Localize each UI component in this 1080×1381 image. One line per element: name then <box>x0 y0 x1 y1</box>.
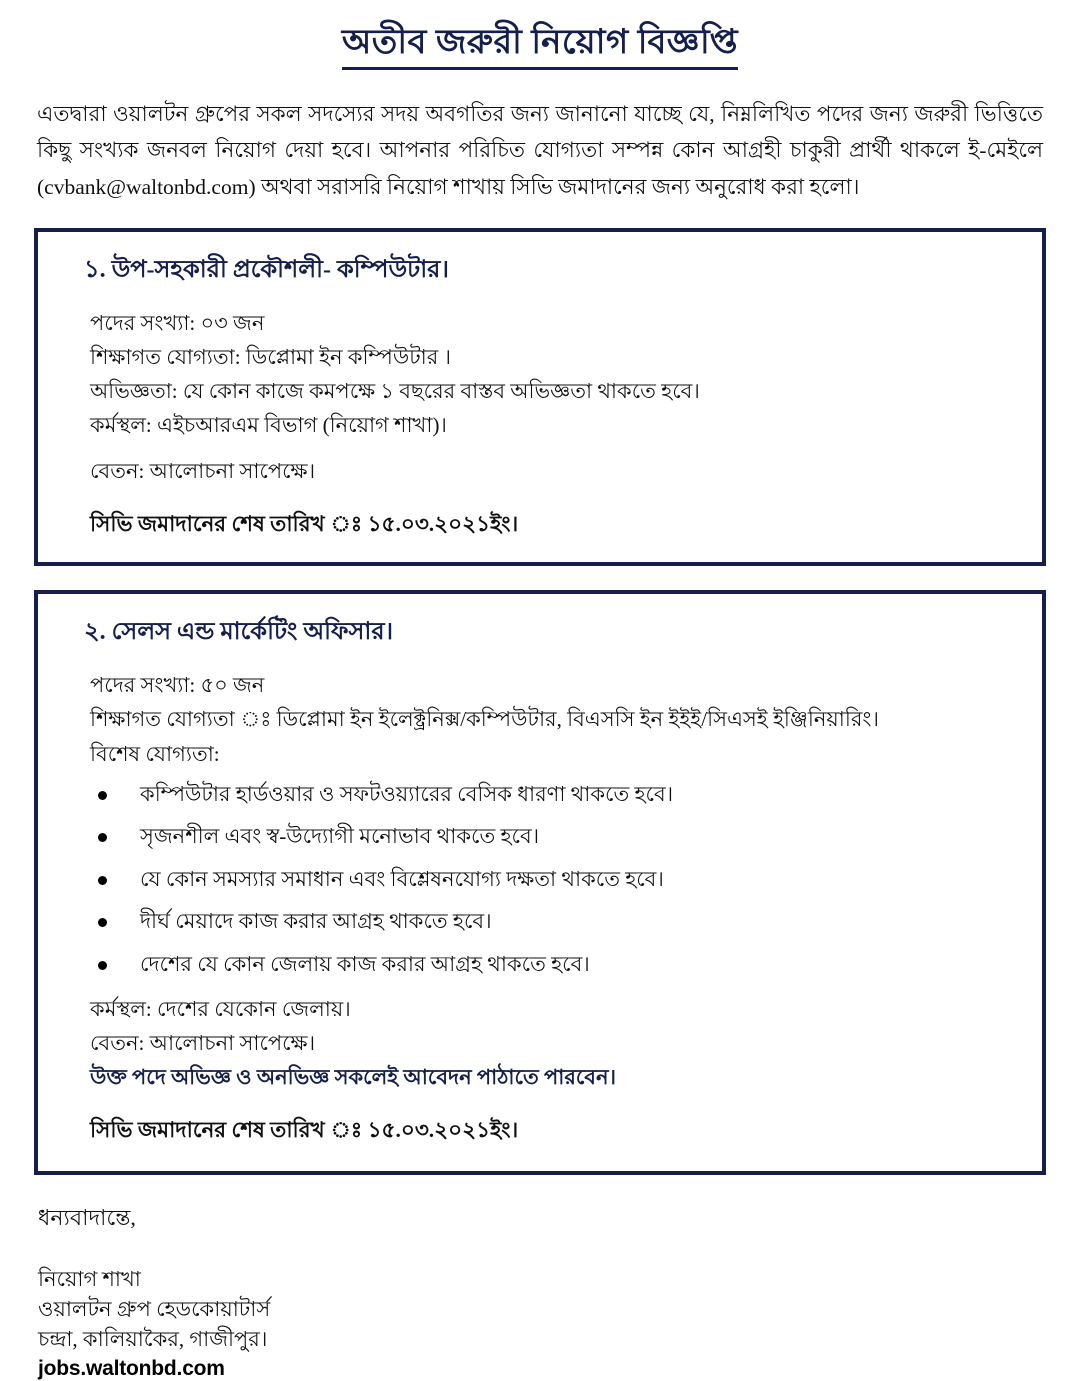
job-2-special-list <box>90 779 1020 981</box>
list-item-text: কম্পিউটার হার্ডওয়ার ও সফটওয়্যারের বেসিক ধারণা থাকতে হবে। <box>140 782 673 806</box>
footer-website[interactable]: jobs.waltonbd.com <box>38 1357 1046 1381</box>
job-2-details <box>90 670 1020 1147</box>
bullet-icon <box>98 791 107 800</box>
job-1-heading: ১. উপ-সহকারী প্রকৌশলী- কম্পিউটার। <box>84 254 1020 288</box>
job-2-special-label: বিশেষ যোগ্যতা: <box>90 738 1020 773</box>
job-2-deadline: সিভি জমাদানের শেষ তারিখ ঃ ১৫.০৩.২০২১ইং। <box>90 1114 1020 1147</box>
job-2-heading: ২. সেলস এন্ড মার্কেটিং অফিসার। <box>84 616 1020 650</box>
list-item <box>90 906 1020 938</box>
list-item-text: দেশের যে কোন জেলায় কাজ করার আগ্রহ থাকতে হবে। <box>140 952 590 976</box>
job-1-details <box>90 308 1020 540</box>
list-item <box>90 949 1020 981</box>
job-2-education: শিক্ষাগত যোগ্যতা ঃ ডিপ্লোমা ইন ইলেক্ট্রনিক্স/কম্পিউটার, বিএসসি ইন ইইই/সিএসই ইঞ্জিনিয়ারিং। <box>90 704 1020 736</box>
list-item-text: যে কোন সমস্যার সমাধান এবং বিশ্লেষনযোগ্য দক্ষতা থাকতে হবে। <box>140 867 664 891</box>
job-1-education: শিক্ষাগত যোগ্যতা: ডিপ্লোমা ইন কম্পিউটার । <box>90 342 1020 374</box>
job-2-salary: বেতন: আলোচনা সাপেক্ষে। <box>90 1028 1020 1060</box>
bullet-icon <box>98 876 107 885</box>
list-item <box>90 779 1020 811</box>
footer-thanks: ধন্যবাদান্তে, <box>38 1201 1046 1238</box>
job-1-deadline: সিভি জমাদানের শেষ তারিখ ঃ ১৫.০৩.২০২১ইং। <box>90 508 1020 541</box>
list-item-text: দীর্ঘ মেয়াদে কাজ করার আগ্রহ থাকতে হবে। <box>140 909 492 933</box>
job-2-workplace: কর্মস্থল: দেশের যেকোন জেলায়। <box>90 994 1020 1026</box>
intro-paragraph: এতদ্বারা ওয়ালটন গ্রুপের সকল সদস্যের সদয় অবগতির জন্য জানানো যাচ্ছে যে, নিম্নলিখিত পদের জন্য জরুরী ভিত্তিতে কিছু সংখ্যক জনবল নিয়োগ দেয়া হবে। আপনার পরিচিত যোগ্যতা সম্পন্ন কোন আগ্রহী চাকুরী প্রার্থী থাকলে ই-মেইলে (cvbank@waltonbd.com) অথবা সরাসরি নিয়োগ শাখায় সিভি জমাদানের জন্য অনুরোধ করা হলো। <box>34 96 1046 207</box>
job-1-experience: অভিজ্ঞতা: যে কোন কাজে কমপক্ষে ১ বছরের বাস্তব অভিজ্ঞতা থাকতে হবে। <box>90 376 1020 408</box>
job-2-note: উক্ত পদে অভিজ্ঞ ও অনভিজ্ঞ সকলেই আবেদন পাঠাতে পারবেন। <box>90 1062 1020 1094</box>
job-1-posts: পদের সংখ্যা: ০৩ জন <box>90 308 1020 340</box>
footer-address: চন্দ্রা, কালিয়াকৈর, গাজীপুর। <box>38 1324 1046 1354</box>
list-item <box>90 864 1020 896</box>
footer-organization: ওয়ালটন গ্রুপ হেডকোয়াটার্স <box>38 1294 1046 1324</box>
job-box-2 <box>34 590 1046 1174</box>
job-2-posts: পদের সংখ্যা: ৫০ জন <box>90 670 1020 702</box>
job-1-salary: বেতন: আলোচনা সাপেক্ষে। <box>90 456 1020 488</box>
list-item <box>90 821 1020 853</box>
bullet-icon <box>98 961 107 970</box>
job-1-workplace: কর্মস্থল: এইচআরএম বিভাগ (নিয়োগ শাখা)। <box>90 410 1020 442</box>
bullet-icon <box>98 918 107 927</box>
title-container <box>34 0 1046 70</box>
list-item-text: সৃজনশীল এবং স্ব-উদ্যোগী মনোভাব থাকতে হবে। <box>140 824 539 848</box>
job-box-1 <box>34 228 1046 566</box>
footer-department: নিয়োগ শাখা <box>38 1264 1046 1294</box>
bullet-icon <box>98 833 107 842</box>
page-title: অতীব জরুরী নিয়োগ বিজ্ঞপ্তি <box>342 22 738 70</box>
